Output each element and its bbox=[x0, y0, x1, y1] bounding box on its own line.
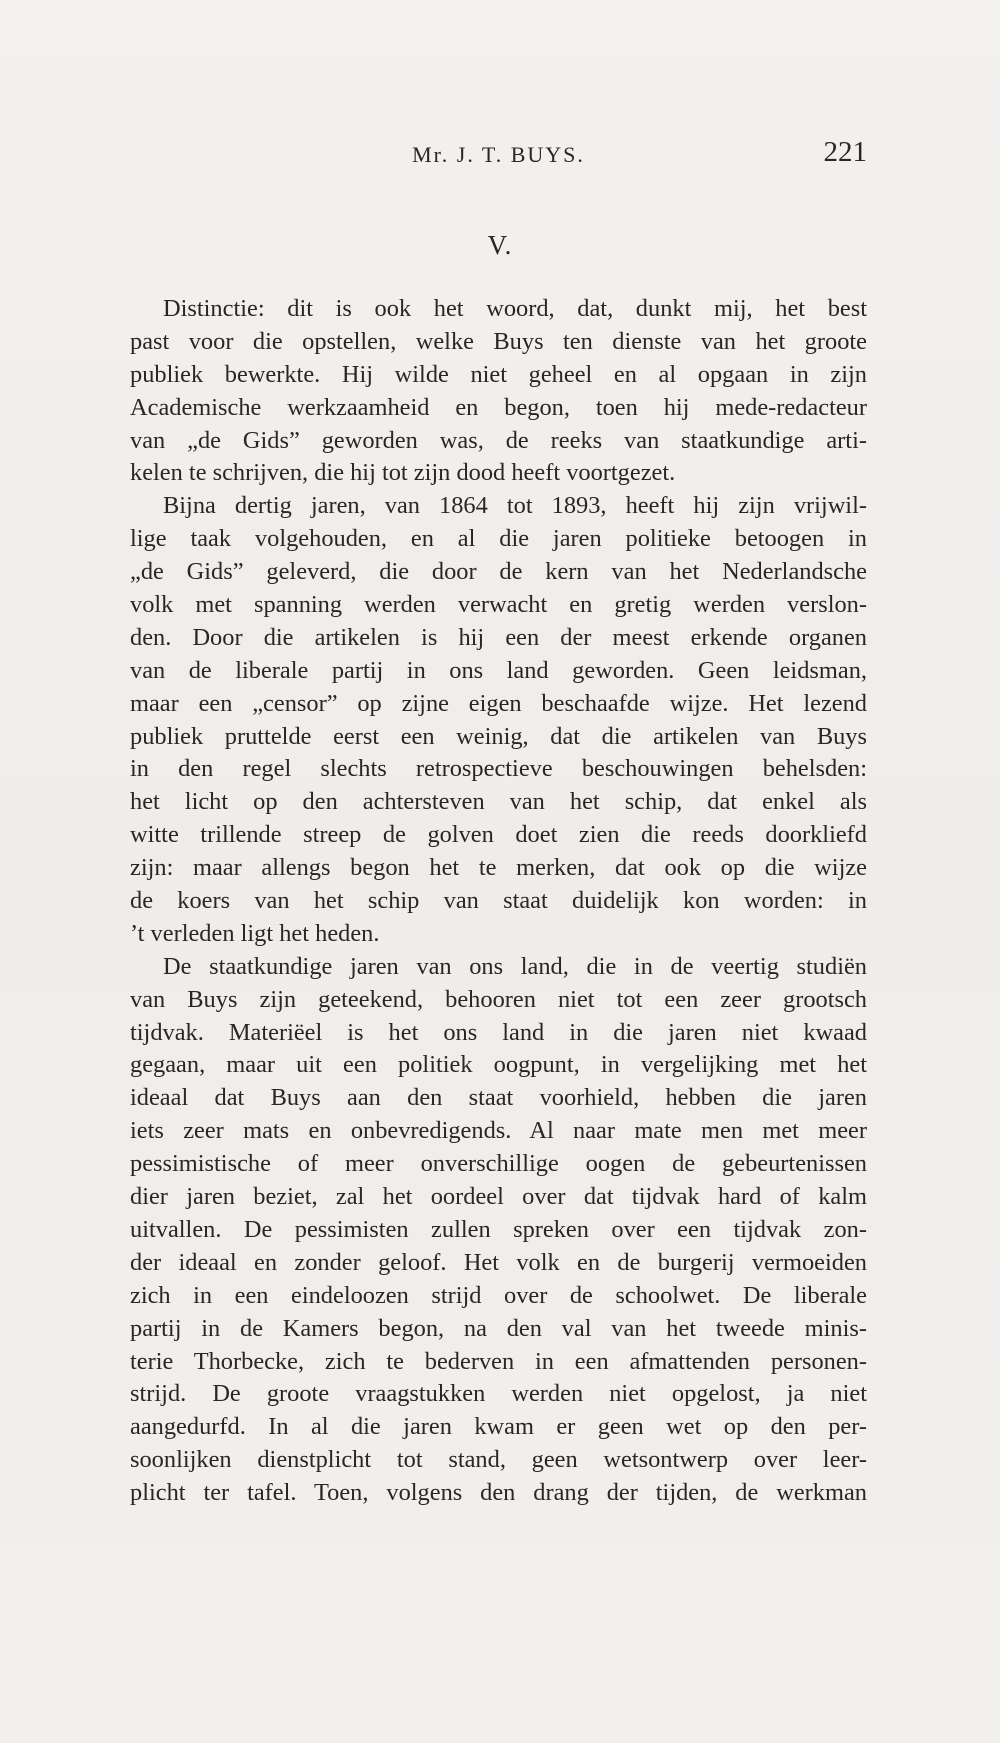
text-line: den. Door die artikelen is hij een der meest erkende organen bbox=[130, 623, 867, 651]
text-line: publiek pruttelde eerst een weinig, dat die artikelen van Buys bbox=[130, 722, 867, 750]
text-line: strijd. De groote vraagstukken werden niet opgelost, ja niet bbox=[130, 1380, 867, 1408]
text-line: maar een „censor” op zijne eigen beschaafde wijze. Het lezend bbox=[130, 689, 867, 717]
text-line: Distinctie: dit is ook het woord, dat, dunkt mij, het best bbox=[163, 295, 867, 322]
text-line: de koers van het schip van staat duidelijk kon worden: in bbox=[130, 887, 867, 915]
running-head bbox=[130, 136, 867, 176]
text-line: het licht op den achtersteven van het schip, dat enkel als bbox=[130, 788, 867, 816]
text-line: iets zeer mats en onbevredigends. Al naar mate men met meer bbox=[130, 1117, 867, 1145]
text-line: „de Gids” geleverd, die door de kern van het Nederlandsche bbox=[130, 558, 867, 586]
text-line: dier jaren beziet, zal het oordeel over dat tijdvak hard of kalm bbox=[130, 1183, 867, 1211]
text-line: ’t verleden ligt het heden. bbox=[130, 919, 380, 947]
text-line: zijn: maar allengs begon het te merken, dat ook op die wijze bbox=[130, 854, 867, 882]
text-line: in den regel slechts retrospectieve beschouwingen behelsden: bbox=[130, 755, 867, 783]
text-line: Academische werkzaamheid en begon, toen hij mede-redacteur bbox=[130, 393, 867, 421]
text-line: ideaal dat Buys aan den staat voorhield, hebben die jaren bbox=[130, 1084, 867, 1112]
text-line: van „de Gids” geworden was, de reeks van staatkundige arti- bbox=[130, 426, 867, 454]
text-line: lige taak volgehouden, en al die jaren politieke betoogen in bbox=[130, 525, 867, 553]
text-line: De staatkundige jaren van ons land, die in de veertig studiën bbox=[163, 952, 867, 980]
text-line: Bijna dertig jaren, van 1864 tot 1893, heeft hij zijn vrijwil- bbox=[163, 492, 867, 520]
text-line: zich in een eindeloozen strijd over de schoolwet. De liberale bbox=[130, 1281, 867, 1309]
text-line: gegaan, maar uit een politiek oogpunt, in vergelijking met het bbox=[130, 1051, 867, 1079]
text-line: soonlijken dienstplicht tot stand, geen wetsontwerp over leer- bbox=[130, 1446, 867, 1474]
text-line: plicht ter tafel. Toen, volgens den drang der tijden, de werkman bbox=[130, 1479, 867, 1507]
body-text bbox=[130, 293, 867, 1510]
text-line: pessimistische of meer onverschillige oogen de gebeurtenissen bbox=[130, 1150, 867, 1178]
text-line: van Buys zijn geteekend, behooren niet tot een zeer grootsch bbox=[130, 985, 867, 1013]
text-line: kelen te schrijven, die hij tot zijn dood heeft voortgezet. bbox=[130, 459, 676, 487]
text-line: volk met spanning werden verwacht en gretig werden verslon- bbox=[130, 591, 867, 619]
text-line: publiek bewerkte. Hij wilde niet geheel en al opgaan in zijn bbox=[130, 360, 867, 388]
text-line: der ideaal en zonder geloof. Het volk en de burgerij vermoeiden bbox=[130, 1248, 867, 1276]
text-line: uitvallen. De pessimisten zullen spreken over een tijdvak zon- bbox=[130, 1215, 867, 1243]
text-line: van de liberale partij in ons land geworden. Geen leidsman, bbox=[130, 656, 867, 684]
text-line: tijdvak. Materiëel is het ons land in die jaren niet kwaad bbox=[130, 1018, 867, 1046]
text-line: terie Thorbecke, zich te bederven in een afmattenden personen- bbox=[130, 1347, 867, 1375]
page-number: 221 bbox=[823, 136, 867, 168]
running-title: Mr. J. T. BUYS. bbox=[412, 142, 585, 167]
text-line: partij in de Kamers begon, na den val van het tweede minis- bbox=[130, 1314, 867, 1342]
chapter-numeral: V. bbox=[487, 230, 513, 260]
text-line: past voor die opstellen, welke Buys ten dienste van het groote bbox=[130, 327, 867, 355]
text-line: aangedurfd. In al die jaren kwam er geen wet op den per- bbox=[130, 1413, 867, 1441]
text-line: witte trillende streep de golven doet zien die reeds doorkliefd bbox=[130, 821, 867, 849]
